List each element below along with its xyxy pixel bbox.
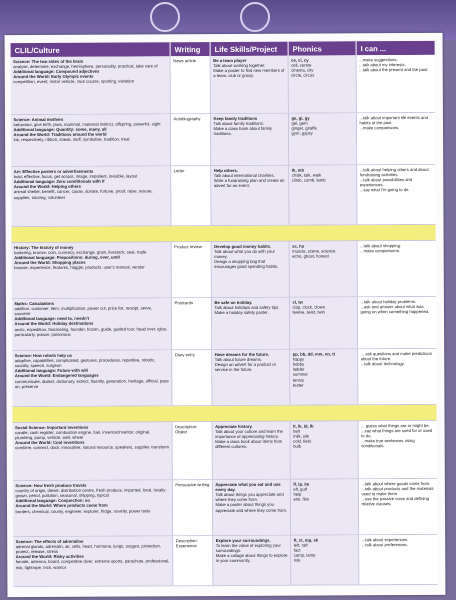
- cell-c3: [213, 422, 291, 479]
- cell-line: Talk about your culture and learn the importance of appreciating history.: [215, 428, 283, 439]
- cell-line: To learn the value of exploring your surroundings.: [215, 542, 281, 553]
- cell-c2: [171, 56, 211, 113]
- cell-line: ce, ci, cy: [291, 57, 309, 63]
- table-row: [13, 421, 437, 481]
- cell-c2: [172, 242, 212, 297]
- cell-line: bold, effective, focus, get across, image, impatient, invisible, layout: [13, 173, 138, 179]
- cell-c2: [173, 536, 213, 585]
- cell-line: analyse, determine, exchange, hemisphere, personality, practical, take care of: [13, 63, 158, 69]
- cell-c1: [13, 480, 173, 536]
- cell-line: Persuasive writing: [175, 481, 210, 487]
- cell-line: History: The history of money: [14, 244, 74, 250]
- cell-c4: [291, 421, 359, 478]
- cell-line: chalk, talk, walk: [291, 172, 322, 178]
- cell-line: ...talk about possibilities and experiences.: [359, 176, 413, 188]
- cell-line: Diary entry: [174, 351, 195, 357]
- cell-line: ...talk about helping others and about fundraising activities.: [359, 166, 429, 177]
- cell-line: ... ask questions and make predictions about the future.: [360, 350, 432, 361]
- cell-line: camp, lamp: [293, 552, 316, 558]
- cell-line: Develop good money habits.: [214, 243, 272, 249]
- cell-c4: [289, 55, 357, 112]
- cell-line: Talk about holidays and safety tips.: [214, 304, 280, 310]
- cell-c2: [172, 350, 212, 405]
- table-row: [11, 55, 435, 115]
- cell-line: tk, mb: [291, 167, 305, 173]
- cell-line: Art: Effective posters or advertisements: [13, 168, 94, 174]
- cell-c1: [12, 350, 172, 406]
- header-writing: Writing: [171, 42, 211, 56]
- cell-c3: [212, 350, 290, 405]
- cell-line: browse, experience, features, haggle, products, user's manual, vendor: [14, 264, 145, 271]
- cell-line: Make a class book about family traditions.: [213, 125, 272, 137]
- cell-line: Explore your surroundings.: [215, 537, 271, 543]
- cell-line: lt, lk, ld, lb: [293, 423, 314, 429]
- page-sheet: [5, 33, 446, 597]
- cell-line: News article: [173, 57, 196, 63]
- cell-c4: [290, 241, 358, 296]
- cell-line: Autobiography: [173, 115, 201, 121]
- cell-line: addition, customer, item, multiplication, power cut, price list, receipt, serve, souvenir: [14, 305, 153, 317]
- cell-line: sc, ho: [292, 243, 305, 249]
- cell-line: Description: Object: [175, 423, 198, 434]
- cell-c4: [291, 479, 359, 534]
- cell-line: ...talk about shopping.: [360, 242, 402, 248]
- cell-line: ...talk about experiences.: [361, 536, 409, 542]
- cell-c4: [291, 535, 359, 584]
- cell-c5: [358, 241, 436, 296]
- cell-line: risk: [293, 557, 301, 563]
- cell-line: Talk about what you do with your money.: [214, 248, 275, 259]
- cell-line: bulb: [293, 443, 302, 449]
- cell-line: animal shelter, benefit, cancer, cause, donate, fortune, proof, raise, rescue, supplies, tutoring, volunteer: [13, 188, 153, 200]
- cell-line: happy: [292, 356, 305, 362]
- cell-line: fact: [293, 547, 301, 553]
- cell-line: cl, tw: [292, 299, 303, 305]
- cell-line: female, antenna, board, competitive diver, extreme sports, parachute, professional, risk, tightrope, trick, warrior: [15, 558, 170, 570]
- table-row: [12, 241, 436, 299]
- cell-line: lf, lp, lm: [293, 481, 310, 487]
- cell-line: elm, film: [293, 496, 310, 502]
- cell-c5: [357, 165, 435, 224]
- header-clil: CLIL/Culture: [11, 42, 171, 57]
- cell-line: muscle, scene, science: [292, 248, 336, 254]
- cell-line: cinema, city: [291, 67, 314, 73]
- cell-line: Around the World: Shopping places: [14, 259, 86, 266]
- cell-line: ...talk about where goods come from.: [361, 480, 431, 486]
- globe-icon: [150, 2, 180, 32]
- cell-line: Appreciate history.: [215, 423, 253, 429]
- table-row: [13, 479, 437, 537]
- cell-line: pp, bb, dd, mm, nn, tt: [292, 350, 336, 357]
- cell-line: clap, clock, clown: [292, 304, 326, 310]
- cell-line: ...make true sentences using conditionals.: [361, 438, 415, 449]
- cell-line: Social Science: Important inventions: [15, 424, 89, 430]
- table-row: [12, 297, 436, 351]
- cell-line: Additional language: Conjunction: so: [15, 497, 90, 504]
- cell-line: Keep family traditions: [213, 115, 258, 121]
- cell-line: communicate, dialect, dictionary, extinct, fluently, generation, heritage, official, pass on, preserve: [14, 377, 169, 389]
- cell-c1: [11, 56, 171, 114]
- cell-c2: [172, 298, 212, 349]
- cell-line: Around the World: Holiday destinations: [14, 321, 94, 327]
- cell-c3: [211, 166, 289, 225]
- cell-c5: [359, 535, 437, 584]
- cell-c5: [359, 479, 437, 534]
- cell-line: ...make comparisons.: [360, 247, 400, 253]
- cell-c4: [289, 113, 357, 164]
- cell-line: candle, cash register, combustion engine, fuel, inventor/inventor, original, plumbing, pump, vehicle, well, wheel: [15, 429, 151, 441]
- cell-c3: [213, 536, 291, 585]
- cell-c5: [357, 55, 435, 112]
- cell-line: Make a holiday safety poster.: [214, 309, 269, 315]
- cell-line: Science: How robots help us: [14, 352, 72, 358]
- cell-line: arctic, expedition, fascinating, founder, frozen, guide, guided tour, head over, igloo, particularly, poison, poisonous: [14, 325, 168, 337]
- cell-c2: [173, 480, 213, 535]
- cell-line: behaviour, give birth, jaws, mammal, maternal instinct, offspring, powerful, sight: [13, 121, 161, 127]
- cell-line: left, raft: [293, 542, 308, 548]
- cell-line: Design an advert for a product or service in the future.: [214, 361, 276, 373]
- cell-line: Additional language: need to, needn't: [14, 315, 90, 322]
- cell-line: Letter: [173, 167, 185, 173]
- table-row: [13, 535, 437, 587]
- cell-line: Make a collage about things to explore in your community.: [215, 552, 288, 564]
- cell-line: cold, field: [293, 438, 311, 444]
- cell-line: hobby: [292, 361, 305, 367]
- cell-line: Science: The two sides of the brain: [13, 58, 84, 64]
- cell-line: Description: Experience: [175, 537, 198, 548]
- cell-line: Around the World: Cool inventions: [15, 439, 85, 446]
- cell-line: Additional language: Zero conditionals with if: [13, 178, 105, 185]
- cell-c2: [173, 422, 213, 479]
- cell-line: elf, gulf: [293, 486, 307, 492]
- cell-line: gel, gem: [291, 120, 308, 126]
- cell-line: ...talk about the present and the past.: [359, 66, 429, 73]
- cell-line: ...talk about holiday problems.: [360, 298, 417, 304]
- globe-icon: [240, 2, 270, 32]
- cell-c4: [289, 165, 357, 224]
- cell-line: Talk about international charities.: [213, 172, 275, 178]
- cell-line: gym, gypsy: [291, 130, 313, 136]
- cell-line: butter: [292, 382, 304, 388]
- cell-line: ...talk about my interests.: [359, 61, 406, 67]
- header-i-can: I can ...: [360, 44, 387, 54]
- cell-line: Be safe on holiday.: [214, 299, 253, 305]
- cell-line: Around the World: Risky activities: [15, 553, 84, 560]
- cell-line: ...talk about important life events and habits of the past.: [359, 114, 428, 125]
- cell-line: adaptive, capabilities, complicated, gestures, procedures, repetitive, robotic, socially, speech, surgeon: [14, 357, 156, 369]
- cell-line: ...talk about technology.: [360, 360, 405, 367]
- cell-line: belt: [293, 428, 300, 434]
- cell-line: Around the World: Traditions around the world: [13, 131, 107, 138]
- cell-line: ft, ct, mp, sk: [293, 537, 319, 543]
- cell-line: ...talk about preferences.: [361, 541, 408, 547]
- cell-line: ink, respectively, ribbon, sneak, stuff, symbolise, tradition, treat: [13, 136, 130, 143]
- cell-c4: [290, 349, 358, 404]
- cell-line: Make a poster to find new members of a team, club or group.: [213, 67, 285, 79]
- cell-line: bartering, bronze, coin, currency, exchange, grain, livestock, seal, trade: [14, 249, 147, 255]
- cell-line: Help others.: [213, 167, 238, 173]
- cell-line: ...say what I'm going to do.: [359, 187, 410, 193]
- cell-line: circle, circus: [291, 72, 315, 78]
- cell-line: ...ask and answer about what was going on when something happened.: [360, 303, 430, 315]
- cell-c1: [13, 536, 173, 586]
- header-phonics: Phonics: [289, 41, 357, 55]
- cell-line: echo, ghost, honest: [292, 253, 329, 259]
- cell-line: milk, silk: [293, 433, 309, 439]
- cell-c5: [357, 113, 435, 164]
- cell-c3: [212, 242, 290, 297]
- cell-line: Science: How fresh produce travels: [15, 482, 87, 488]
- cell-line: tennis: [292, 377, 305, 383]
- cell-line: borders, chemical, county, engineer, explorer, fridge, novelty, power tools: [15, 507, 151, 514]
- cell-line: Postcards: [174, 299, 194, 305]
- cell-line: Around the World: Where products come from: [15, 502, 108, 509]
- cell-line: Talk about family traditions.: [213, 120, 265, 126]
- cell-line: help: [293, 491, 302, 497]
- cell-line: Design a shopping bag that encourages good spending habits.: [214, 258, 279, 270]
- table-body: [11, 55, 438, 587]
- cell-c3: [211, 56, 289, 113]
- cell-line: ...make suggestions.: [359, 56, 398, 62]
- cell-line: ginger, giraffe: [291, 125, 317, 131]
- cell-line: adrenal glands, adrenalin, air, cells, heart, hormone, lungs, oxygen, protection, protect, release, stress: [15, 543, 161, 555]
- cell-c5: [358, 297, 436, 348]
- cell-line: Make a poster about things you appreciate and where they come from.: [215, 502, 288, 513]
- cell-line: ge, gi, gy: [291, 115, 310, 121]
- cell-line: combine, connect, dock, innovative, natural resource, speakers, supplier, transform: [15, 444, 170, 451]
- cell-line: Additional language: Quantity: some, many, all: [13, 126, 107, 133]
- cell-line: Science: The effects of adrenaline: [15, 538, 84, 544]
- cell-line: competition, event, motor vehicle, race course, sporting, variation: [13, 78, 135, 85]
- cell-c1: [12, 242, 172, 298]
- cell-line: Around the World: Helping others: [13, 183, 81, 190]
- cell-c4: [290, 297, 358, 348]
- table-row: [11, 165, 435, 227]
- cell-line: Product review: [174, 243, 202, 249]
- cell-line: Additional language: Compound adjectives: [13, 68, 100, 75]
- cell-c2: [171, 166, 211, 225]
- cell-line: Maths: Calculations: [14, 300, 55, 306]
- cell-line: ...talk about products and the materials used to make them.: [361, 485, 434, 497]
- cell-line: summer: [292, 371, 308, 377]
- table-row: [12, 349, 436, 407]
- cell-line: country of origin, diesel, distribution centre, fresh produce, imported, local, locally-grown, petrol, pollution, seasonal, shipping, typical: [15, 487, 167, 499]
- cell-c5: [359, 421, 437, 478]
- cell-line: Talk about working together.: [213, 62, 266, 68]
- cell-line: Appreciate what you eat and use every day.: [215, 481, 281, 492]
- cell-line: Science: Animal mothers: [13, 116, 64, 122]
- cell-line: ... guess what things are or might be.: [361, 422, 430, 428]
- cell-line: ...make comparisons.: [359, 124, 400, 131]
- cell-line: Be a team player: [213, 57, 247, 63]
- cell-line: Additional language: Prepositions: during, over, until: [14, 254, 120, 261]
- cell-line: ladder: [292, 366, 305, 372]
- cell-c1: [12, 298, 172, 350]
- cell-line: climb, comb, lamb: [291, 177, 326, 183]
- table-row: [11, 113, 435, 167]
- cell-line: cell, centre: [291, 62, 312, 68]
- cell-c5: [358, 349, 436, 404]
- header-life-skills: Life Skills/Project: [211, 42, 289, 56]
- cell-c1: [11, 166, 171, 226]
- cell-line: ...use the passive voice and defining relative clauses.: [361, 496, 429, 507]
- cell-c3: [212, 298, 290, 349]
- cell-line: Talk about future dreams.: [214, 356, 263, 362]
- cell-line: ...say what things are used for or used to do.: [361, 427, 433, 439]
- cell-line: Additional language: Future with will: [14, 367, 88, 374]
- cell-line: twelve, twist, twin: [292, 309, 325, 315]
- cell-line: Make a class book about items from different cultures.: [215, 438, 283, 450]
- cell-line: Around the World: Endangered languages: [14, 372, 99, 379]
- cell-line: Have dreams for the future.: [214, 351, 270, 357]
- cell-line: Talk about things you appreciate and where they come from.: [215, 491, 284, 503]
- cell-line: Write a fundraising plan and create an advert for an event.: [213, 177, 285, 189]
- cell-c2: [171, 114, 211, 165]
- cell-c1: [13, 422, 173, 480]
- cell-line: Around the World: Early Olympic events: [13, 73, 94, 80]
- cell-c3: [211, 114, 289, 165]
- cell-c3: [213, 480, 291, 535]
- cell-c1: [11, 114, 171, 166]
